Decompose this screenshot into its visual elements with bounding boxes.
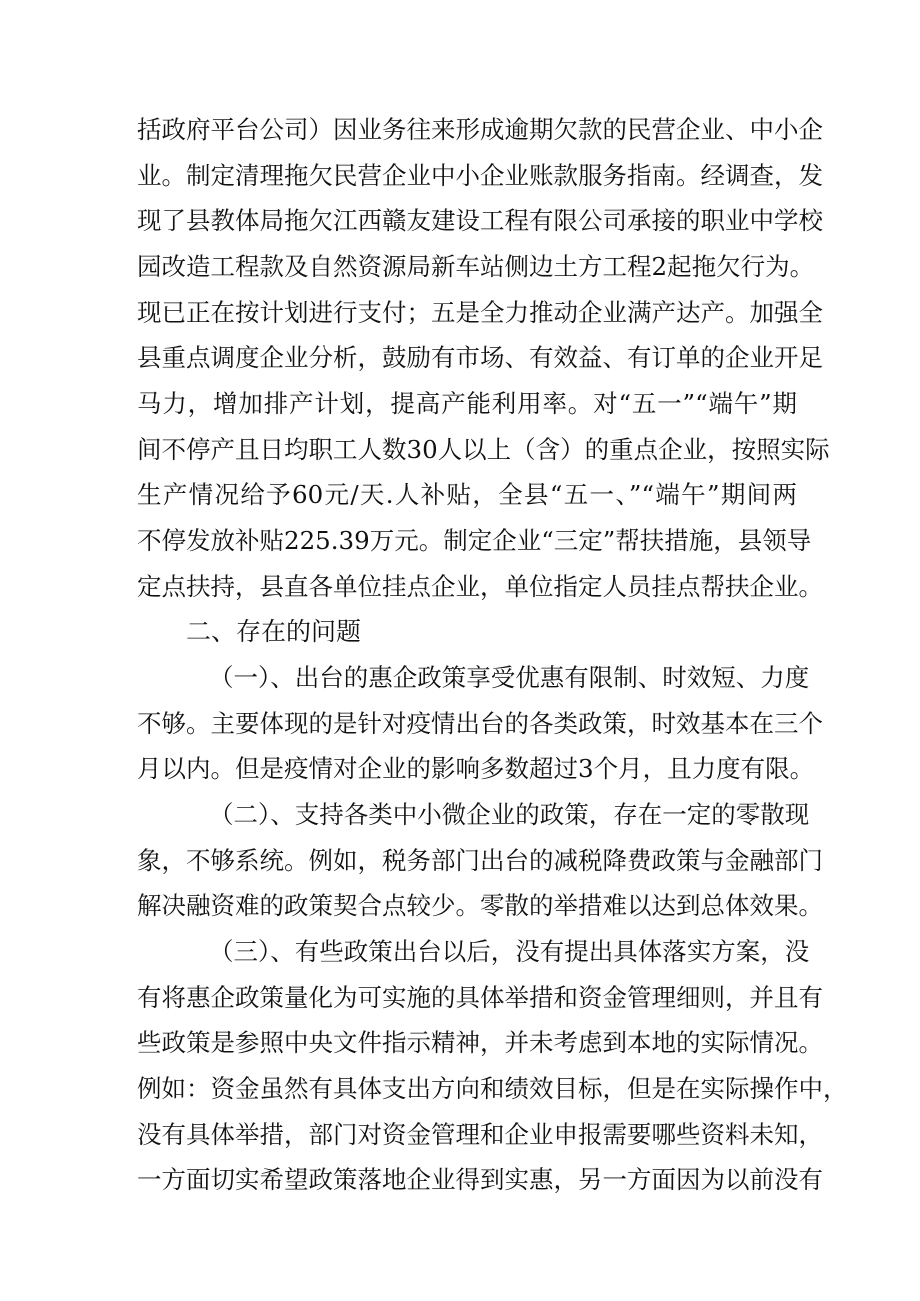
text-line: 月以内。但是疫情对企业的影响多数超过3个月，且力度有限。: [137, 754, 815, 783]
text-line: （一）、出台的惠企政策享受优惠有限制、时效短、力度: [209, 663, 810, 692]
section-heading: 二、存在的问题: [186, 617, 362, 646]
text-line: 定点扶持，县直各单位挂点企业，单位指定人员挂点帮扶企业。: [137, 572, 823, 601]
text-line: 现已正在按计划进行支付；五是全力推动企业满产达产。加强全: [137, 298, 823, 327]
text-line: 业。制定清理拖欠民营企业中小企业账款服务指南。经调查，发: [137, 161, 823, 190]
text-line: 现了县教体局拖欠江西赣友建设工程有限公司承接的职业中学校: [137, 206, 823, 235]
text-line: 没有具体举措，部门对资金管理和企业申报需要哪些资料未知，: [137, 1120, 823, 1149]
text-line: （三）、有些政策出台以后，没有提出具体落实方案，没: [209, 937, 810, 966]
text-line: 生产情况给予60元/天.人补贴，全县“五一、”“端午”期间两: [137, 480, 797, 509]
text-line: 一方面切实希望政策落地企业得到实惠，另一方面因为以前没有: [137, 1165, 823, 1194]
text-line: 象，不够系统。例如，税务部门出台的减税降费政策与金融部门: [137, 846, 823, 875]
text-line: （二）、支持各类中小微企业的政策，存在一定的零散现: [209, 800, 810, 829]
text-line: 解决融资难的政策契合点较少。零散的举措难以达到总体效果。: [137, 891, 823, 920]
text-line: 括政府平台公司）因业务往来形成逾期欠款的民营企业、中小企: [137, 115, 823, 144]
text-line: 间不停产且日均职工人数30人以上（含）的重点企业，按照实际: [137, 435, 830, 464]
text-line: 例如：资金虽然有具体支出方向和绩效目标，但是在实际操作中，: [137, 1074, 848, 1103]
text-line: 不停发放补贴225.39万元。制定企业“三定”帮扶措施，县领导: [137, 526, 812, 555]
text-line: 些政策是参照中央文件指示精神，并未考虑到本地的实际情况。: [137, 1028, 823, 1057]
text-line: 园改造工程款及自然资源局新车站侧边土方工程2起拖欠行为。: [137, 252, 815, 281]
text-line: 县重点调度企业分析，鼓励有市场、有效益、有订单的企业开足: [137, 343, 823, 372]
text-line: 有将惠企政策量化为可实施的具体举措和资金管理细则，并且有: [137, 983, 823, 1012]
text-line: 不够。主要体现的是针对疫情出台的各类政策，时效基本在三个: [137, 709, 823, 738]
text-line: 马力，增加排产计划，提高产能利用率。对“五一”“端午”期: [137, 389, 797, 418]
